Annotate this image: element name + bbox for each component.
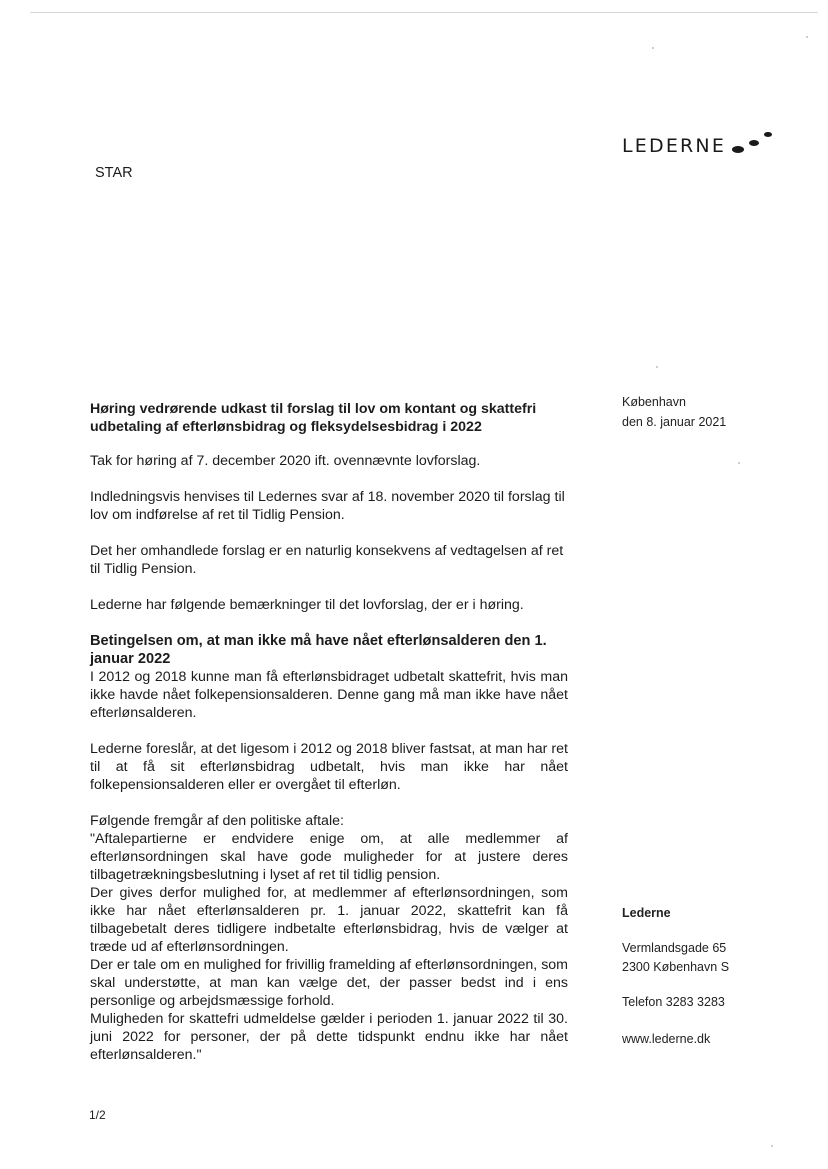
quote-paragraph: Der gives derfor mulighed for, at medlemmer af efterlønsordningen, som ikke har nået efterlønsalderen pr. 1. januar 2022, skattefrit kan få tilbagebetalt deres tidligere indbetalte efterlønsbidrag, hvis de vælger at træde ud af efterlønsordningen. xyxy=(90,885,568,955)
section-heading: Betingelsen om, at man ikke må have nået efterlønsalderen den 1. januar 2022 xyxy=(90,633,547,667)
scan-speck xyxy=(738,462,740,464)
scan-speck xyxy=(771,1145,773,1147)
page-number: 1/2 xyxy=(89,1108,106,1122)
scan-speck xyxy=(656,366,658,368)
letter-date: den 8. januar 2021 xyxy=(622,415,727,429)
sender-phone: Telefon 3283 3283 xyxy=(622,995,725,1009)
sender-street: Vermlandsgade 65 xyxy=(622,941,727,955)
letter-title: Høring vedrørende udkast til forslag til lov om kontant og skattefri udbetaling af efterlønsbidrag og fleksydelsesbidrag i 2022 xyxy=(90,401,537,435)
lederne-logo xyxy=(622,128,778,158)
recipient: STAR xyxy=(95,165,133,181)
sender-org: Lederne xyxy=(622,906,671,920)
sender-city: København xyxy=(622,395,686,409)
quote-paragraph: "Aftalepartierne er endvidere enige om, at alle medlemmer af efterlønsordningen skal have gode muligheder for at justere deres tilbagetrækningsbeslutning i lyset af ret til tidlig pension. xyxy=(90,831,568,883)
scan-top-border xyxy=(30,12,818,13)
paragraph-thanks: Tak for høring af 7. december 2020 ift. ovennævnte lovforslag. xyxy=(90,453,481,469)
logo-dots-icon xyxy=(730,128,778,158)
paragraph-remarks: Lederne har følgende bemærkninger til det lovforslag, der er i høring. xyxy=(90,597,524,613)
paragraph-2012-2018: I 2012 og 2018 kunne man få efterlønsbidraget udbetalt skattefrit, hvis man ikke havde nået folkepensionsalderen. Denne gang må man ikke have nået efterlønsalderen. xyxy=(90,669,568,721)
paragraph-consequence: Det her omhandlede forslag er en naturlig konsekvens af vedtagelsen af ret til Tidlig Pension. xyxy=(90,543,564,577)
quote-paragraph: Muligheden for skattefri udmeldelse gælder i perioden 1. januar 2022 til 30. juni 2022 for personer, der på dette tidspunkt endnu ikke har nået efterlønsalderen." xyxy=(90,1011,568,1063)
quote-intro: Følgende fremgår af den politiske aftale: xyxy=(90,813,344,829)
logo-wordmark: LEDERNE xyxy=(622,135,727,157)
scan-speck xyxy=(806,36,808,38)
sender-website: www.lederne.dk xyxy=(622,1032,711,1046)
paragraph-reference: Indledningsvis henvises til Ledernes svar af 18. november 2020 til forslag til lov om indførelse af ret til Tidlig Pension. xyxy=(90,489,565,523)
paragraph-proposal: Lederne foreslår, at det ligesom i 2012 og 2018 bliver fastsat, at man har ret til at få sit efterlønsbidrag udbetalt, hvis man ikke har nået folkepensionsalderen eller er overgået til efterløn. xyxy=(90,741,568,793)
sender-zip-city: 2300 København S xyxy=(622,960,730,974)
quote-paragraph: Der er tale om en mulighed for frivillig framelding af efterlønsordningen, som skal understøtte, at man kan vælge det, der passer bedst ind i ens personlige og arbejdsmæssige forhold. xyxy=(90,957,568,1009)
scan-speck xyxy=(652,47,654,49)
letter-body xyxy=(90,400,568,1064)
